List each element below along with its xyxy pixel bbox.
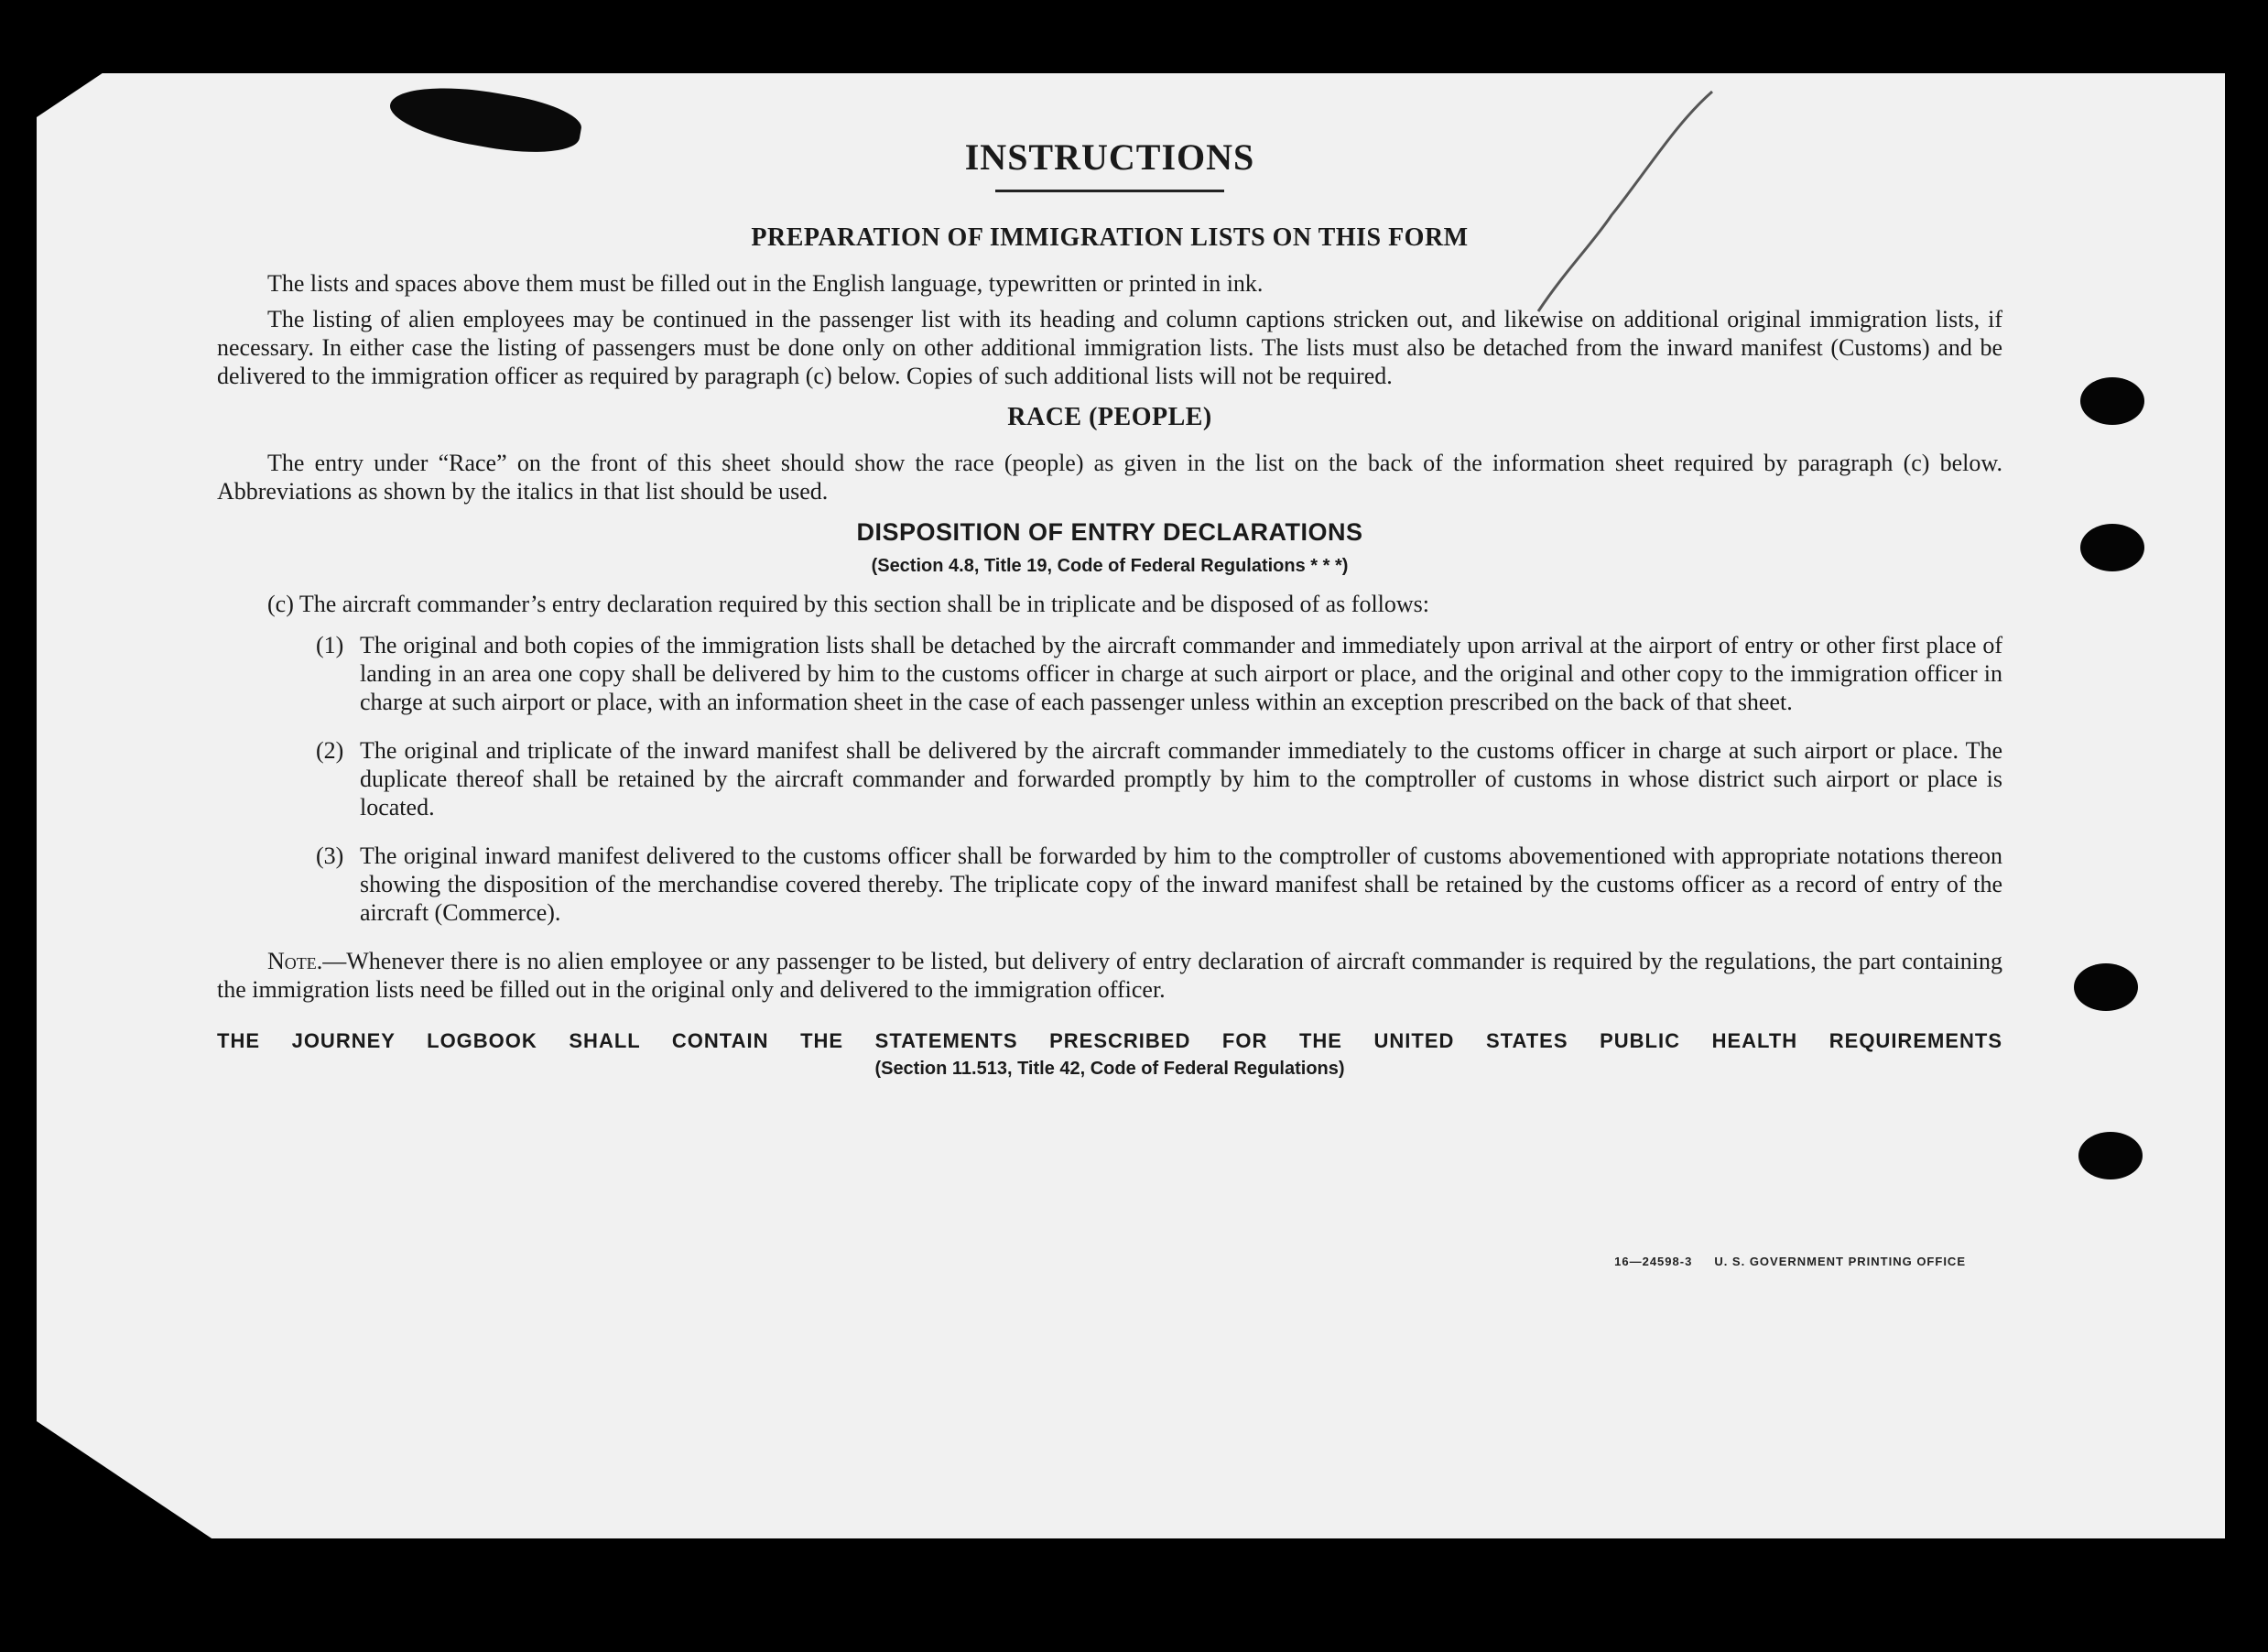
public-health-statement: THE JOURNEY LOGBOOK SHALL CONTAIN THE STATEMENTS PRESCRIBED FOR THE UNITED STATES PUBLIC HEALTH REQUIREMENTS [217, 1029, 2002, 1052]
list-item [217, 631, 2002, 716]
list-item [217, 736, 2002, 821]
note-label: Note. [267, 948, 323, 974]
printer-name: U. S. GOVERNMENT PRINTING OFFICE [1714, 1255, 1966, 1268]
paragraph-intro-c: (c) The aircraft commander’s entry declaration required by this section shall be in triplicate and be disposed of as follows: [267, 591, 1430, 617]
punch-hole [2080, 377, 2144, 425]
section-heading-race: RACE (PEOPLE) [1007, 403, 1212, 431]
item-number: (1) [316, 632, 344, 658]
item-number: (2) [316, 737, 344, 764]
punch-hole [2074, 963, 2138, 1011]
instructions-content [217, 128, 2002, 1080]
section-heading-disposition: DISPOSITION OF ENTRY DECLARATIONS [856, 518, 1363, 546]
page-title: INSTRUCTIONS [964, 136, 1255, 178]
punch-hole [2080, 524, 2144, 571]
section-subheading-regulation: (Section 4.8, Title 19, Code of Federal Regulations * * *) [871, 556, 1349, 576]
form-number: 16—24598-3 [1614, 1255, 1693, 1268]
item-number: (3) [316, 842, 344, 869]
item-text: The original and triplicate of the inward manifest shall be delivered by the aircraft commander immediately to the customs officer in charge at such airport or place. The duplicate thereof shall be retained by the aircraft commander and forwarded promptly by him to the comptroller of customs in whose district such airport or place is located. [360, 737, 2002, 821]
paragraph-alien-employees: The listing of alien employees may be continued in the passenger list with its heading and column captions stricken out, and likewise on additional original immigration lists, if necessary. In either case the listing of passengers must be done only on other additional immigration lists. The lists must also be detached from the inward manifest (Customs) and be delivered to the immigration officer as required by paragraph (c) below. Copies of such additional lists will not be required. [217, 306, 2002, 389]
title-underline [995, 190, 1224, 192]
printer-imprint [1614, 1255, 1966, 1268]
section-heading-preparation: PREPARATION OF IMMIGRATION LISTS ON THIS FORM [751, 223, 1469, 252]
paragraph-language: The lists and spaces above them must be filled out in the English language, typewritten or printed in ink. [267, 270, 1264, 297]
note-text: —Whenever there is no alien employee or any passenger to be listed, but delivery of entry declaration of aircraft commander is required by the regulations, the part containing the immigration lists need be filled out in the original only and delivered to the immigration officer. [217, 948, 2002, 1003]
note-paragraph [217, 947, 2002, 1004]
item-text: The original and both copies of the immigration lists shall be detached by the aircraft commander and immediately upon arrival at the airport of entry or other first place of landing in an area one copy shall be delivered by him to the customs officer in charge at such airport or place, and the original and other copy to the immigration officer in charge at such airport or place, with an information sheet in the case of each passenger unless within an exception prescribed on the back of that sheet. [360, 632, 2002, 715]
public-health-regulation: (Section 11.513, Title 42, Code of Federal Regulations) [874, 1059, 1345, 1079]
list-item [217, 842, 2002, 927]
punch-hole [2078, 1132, 2143, 1179]
item-text: The original inward manifest delivered to the customs officer shall be forwarded by him to the comptroller of customs abovementioned with appropriate notations thereon showing the disposition of the merchandise covered thereby. The triplicate copy of the inward manifest shall be retained by the customs officer as a record of entry of the aircraft (Commerce). [360, 842, 2002, 926]
paragraph-race: The entry under “Race” on the front of this sheet should show the race (people) as given in the list on the back of the information sheet required by paragraph (c) below. Abbreviations as shown by the italics in that list should be used. [217, 450, 2002, 505]
